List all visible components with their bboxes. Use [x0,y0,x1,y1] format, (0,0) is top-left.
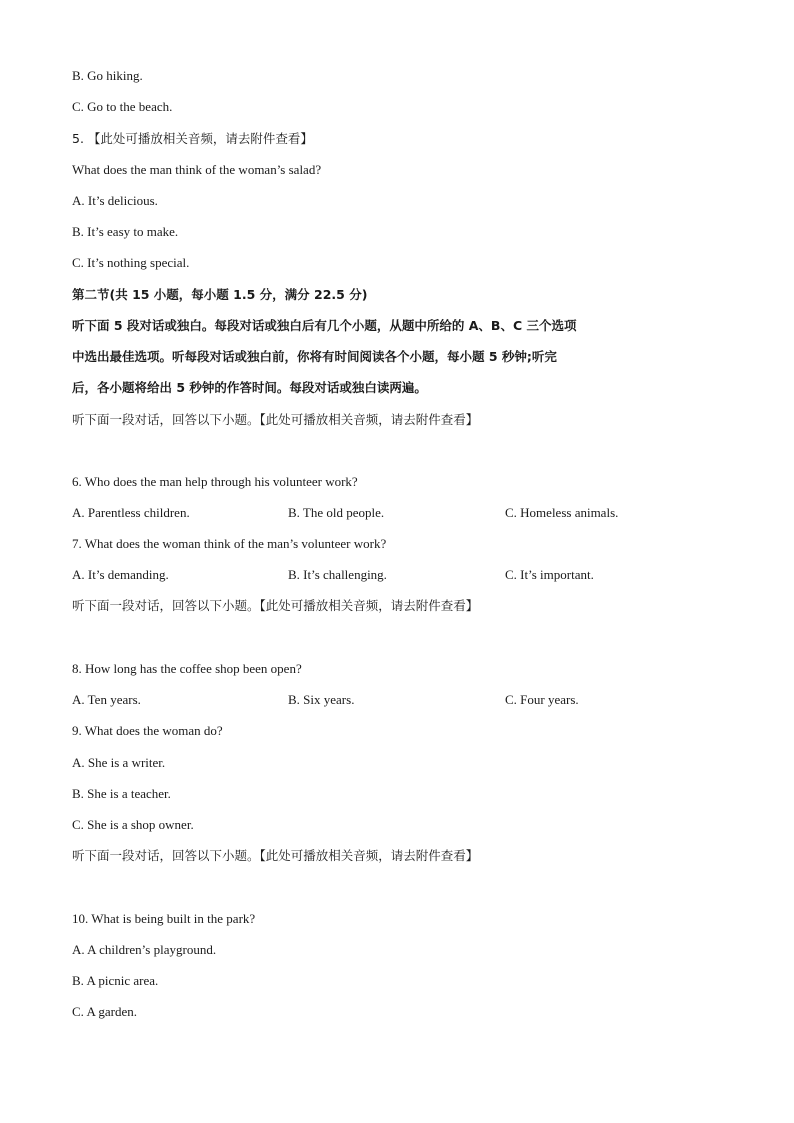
q5-option-b: B. It’s easy to make. [72,224,179,239]
q7-question: 7. What does the woman think of the man’s volunteer work? [72,536,387,551]
q5-question: What does the man think of the woman’s salad? [72,162,322,177]
q8-option-c: C. Four years. [505,692,579,707]
section2-instruction-line-3: 后，各小题将给出 5 秒钟的作答时间。每段对话或独白读两遍。 [72,380,427,395]
q9-option-b: B. She is a teacher. [72,786,171,801]
section2-heading: 第二节(共 15 小题，每小题 1.5 分，满分 22.5 分) [72,287,368,302]
q10-option-b: B. A picnic area. [72,973,159,988]
q6-question: 6. Who does the man help through his volunteer work? [72,474,358,489]
listen-prompt-2[interactable]: 听下面一段对话，回答以下小题。【此处可播放相关音频，请去附件查看】 [72,598,479,613]
q5-option-c: C. It’s nothing special. [72,255,190,270]
section2-instruction-line-2: 中选出最佳选项。听每段对话或独白前，你将有时间阅读各个小题，每小题 5 秒钟;听完 [72,349,557,364]
section2-instruction-line-1: 听下面 5 段对话或独白。每段对话或独白后有几个小题，从题中所给的 A、B、C 三个选项 [72,318,577,333]
q5-audio-note[interactable]: 5. 【此处可播放相关音频，请去附件查看】 [72,131,313,146]
listen-prompt-3[interactable]: 听下面一段对话，回答以下小题。【此处可播放相关音频，请去附件查看】 [72,848,479,863]
q4-option-c: C. Go to the beach. [72,99,173,114]
q7-option-b: B. It’s challenging. [288,567,387,582]
q10-option-c: C. A garden. [72,1004,137,1019]
q10-question: 10. What is being built in the park? [72,911,256,926]
q8-option-b: B. Six years. [288,692,355,707]
listen-prompt-1[interactable]: 听下面一段对话，回答以下小题。【此处可播放相关音频，请去附件查看】 [72,412,479,427]
q6-option-c: C. Homeless animals. [505,505,619,520]
q10-option-a: A. A children’s playground. [72,942,217,957]
q6-option-a: A. Parentless children. [72,505,190,520]
q7-option-c: C. It’s important. [505,567,594,582]
q5-option-a: A. It’s delicious. [72,193,158,208]
q7-option-a: A. It’s demanding. [72,567,169,582]
q6-option-b: B. The old people. [288,505,385,520]
q9-question: 9. What does the woman do? [72,723,223,738]
q8-question: 8. How long has the coffee shop been open? [72,661,302,676]
q9-option-c: C. She is a shop owner. [72,817,194,832]
q8-option-a: A. Ten years. [72,692,141,707]
q9-option-a: A. She is a writer. [72,755,166,770]
q4-option-b: B. Go hiking. [72,68,143,83]
